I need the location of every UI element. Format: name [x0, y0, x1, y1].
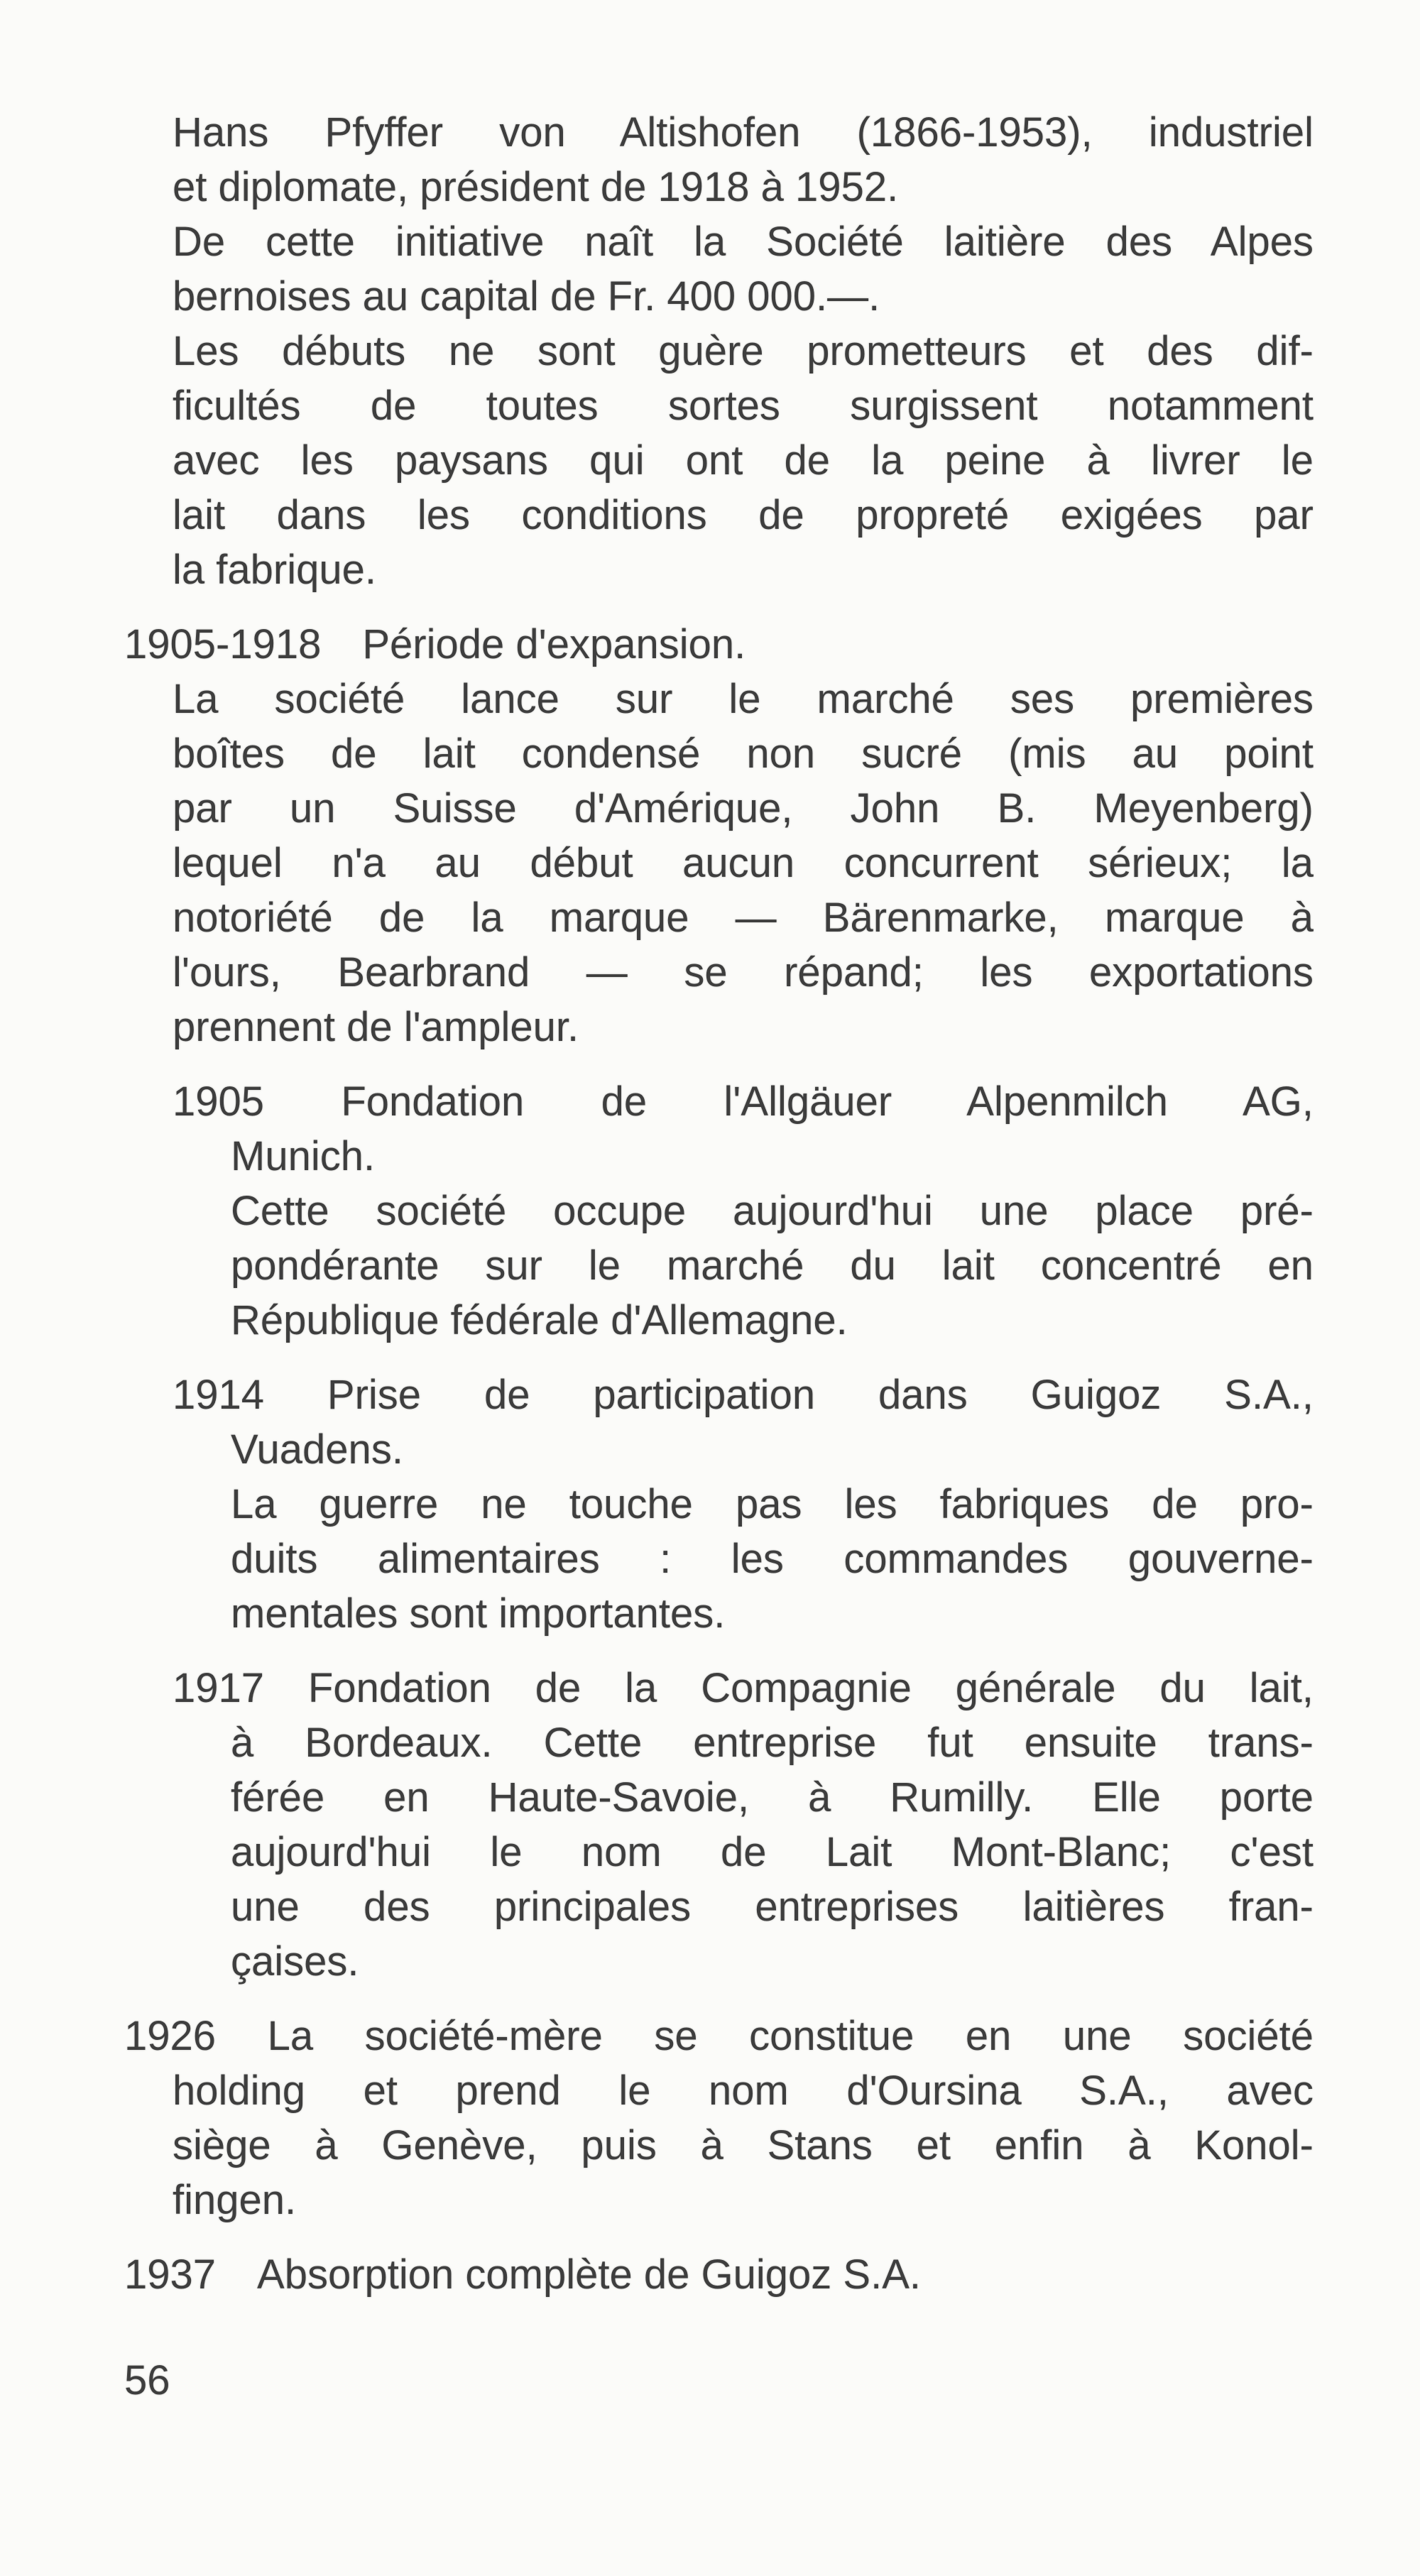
text-line: une des principales entreprises laitières fran- — [231, 1884, 1314, 1930]
text-line: La guerre ne touche pas les fabriques de pro- — [231, 1481, 1314, 1527]
entry-1937 — [124, 2247, 1314, 2302]
text-line: à Bordeaux. Cette entreprise fut ensuite trans- — [231, 1720, 1314, 1766]
text-line: duits alimentaires : les commandes gouverne- — [231, 1536, 1314, 1582]
page-number: 56 — [124, 2357, 170, 2403]
text-line: 1937 Absorption complète de Guigoz S.A. — [124, 2252, 921, 2298]
para-pfyffer — [124, 105, 1314, 214]
text-line: Munich. — [231, 1133, 376, 1179]
text-line: Hans Pfyffer von Altishofen (1866-1953), industriel — [173, 109, 1314, 155]
text-line: avec les paysans qui ont de la peine à livrer le — [173, 437, 1314, 484]
text-line: lequel n'a au début aucun concurrent sérieux; la — [173, 840, 1314, 886]
text-line: holding et prend le nom d'Oursina S.A., avec — [173, 2068, 1314, 2114]
para-1914-detail — [124, 1477, 1314, 1641]
text-column — [124, 105, 1314, 2302]
text-line: par un Suisse d'Amérique, John B. Meyenberg) — [173, 785, 1314, 831]
text-line: République fédérale d'Allemagne. — [231, 1297, 848, 1343]
text-line: bernoises au capital de Fr. 400 000.—. — [173, 273, 880, 320]
entry-1905 — [124, 1074, 1314, 1184]
text-line: Les débuts ne sont guère prometteurs et des dif- — [173, 328, 1314, 374]
para-expansion — [124, 672, 1314, 1054]
text-line: 1917 Fondation de la Compagnie générale du lait, — [173, 1665, 1314, 1711]
entry-1926 — [124, 2009, 1314, 2227]
text-line: l'ours, Bearbrand — se répand; les exportations — [173, 949, 1314, 995]
text-line: ficultés de toutes sortes surgissent notamment — [173, 383, 1314, 429]
text-line: 1905-1918 Période d'expansion. — [124, 621, 746, 667]
text-line: Cette société occupe aujourd'hui une place pré- — [231, 1188, 1314, 1234]
text-line: férée en Haute-Savoie, à Rumilly. Elle porte — [231, 1774, 1314, 1821]
text-line: 1905 Fondation de l'Allgäuer Alpenmilch AG, — [173, 1079, 1314, 1125]
entry-1917 — [124, 1661, 1314, 1989]
text-line: la fabrique. — [173, 547, 376, 593]
heading-1905-1918 — [124, 617, 1314, 672]
text-line: notoriété de la marque — Bärenmarke, marque à — [173, 895, 1314, 941]
text-line: 1914 Prise de participation dans Guigoz S.A., — [173, 1372, 1314, 1418]
text-line: siège à Genève, puis à Stans et enfin à Konol- — [173, 2122, 1314, 2168]
para-debuts — [124, 324, 1314, 597]
entry-1914 — [124, 1368, 1314, 1477]
text-line: prennent de l'ampleur. — [173, 1004, 579, 1050]
para-societe-laitiere — [124, 214, 1314, 324]
text-line: çaises. — [231, 1938, 359, 1985]
text-line: lait dans les conditions de propreté exigées par — [173, 492, 1314, 538]
text-line: La société lance sur le marché ses premières — [173, 676, 1314, 722]
text-line: De cette initiative naît la Société laitière des Alpes — [173, 219, 1314, 265]
text-line: aujourd'hui le nom de Lait Mont-Blanc; c'est — [231, 1829, 1314, 1875]
text-line: boîtes de lait condensé non sucré (mis au point — [173, 731, 1314, 777]
text-line: fingen. — [173, 2177, 297, 2223]
text-line: pondérante sur le marché du lait concentré en — [231, 1243, 1314, 1289]
text-line: et diplomate, président de 1918 à 1952. — [173, 164, 899, 210]
text-line: mentales sont importantes. — [231, 1590, 726, 1637]
text-line: Vuadens. — [231, 1426, 403, 1473]
para-1905-detail — [124, 1184, 1314, 1348]
text-line: 1926 La société-mère se constitue en une société — [124, 2013, 1314, 2059]
